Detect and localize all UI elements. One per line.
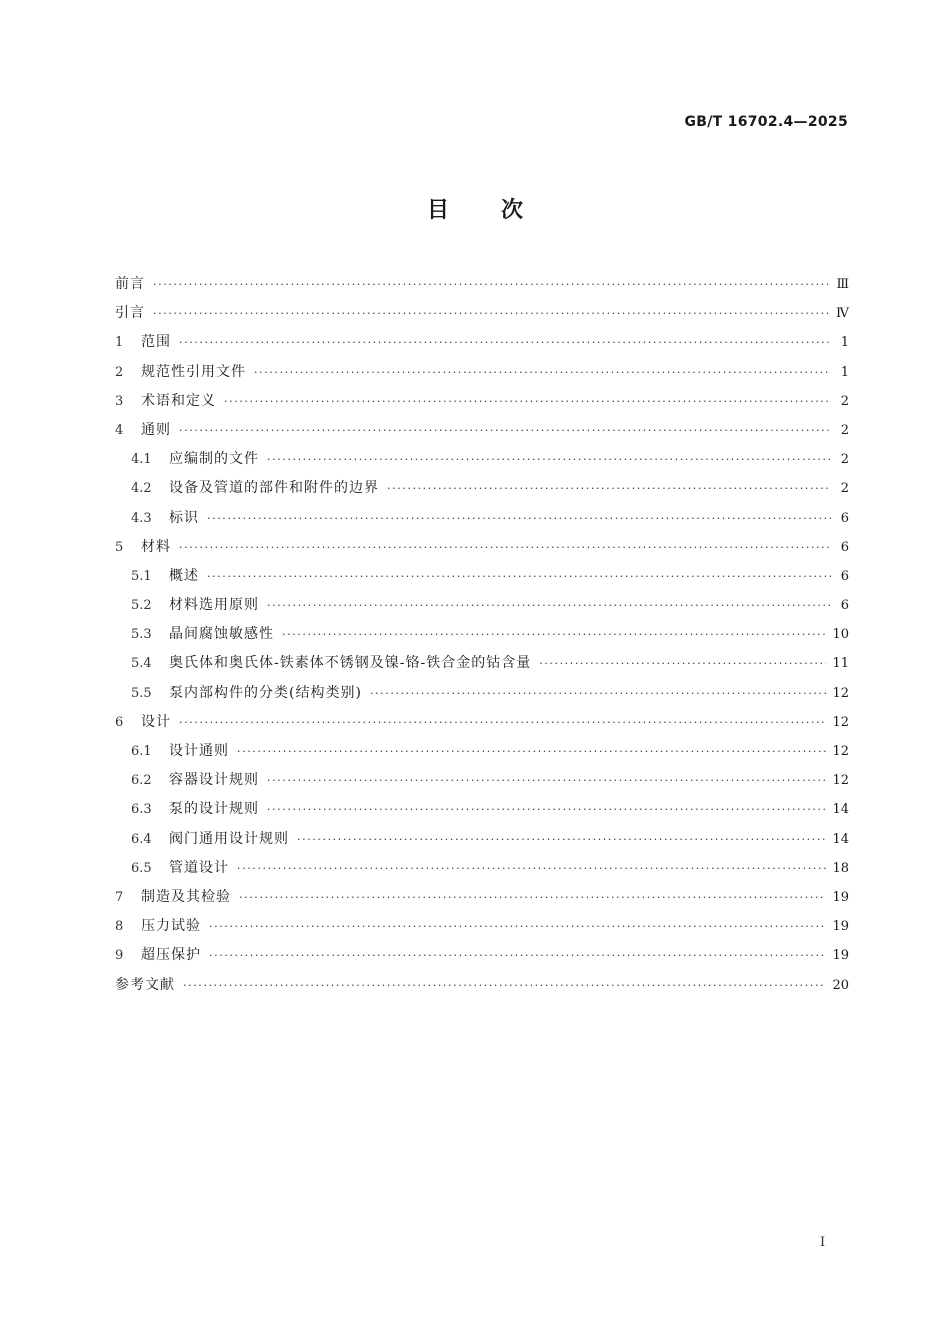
toc-entry-label: 概述	[169, 567, 199, 584]
toc-entry-page: 14	[832, 802, 849, 818]
toc-entry[interactable]	[115, 941, 849, 970]
toc-entry-label: 泵的设计规则	[169, 801, 259, 818]
toc-entry-label: 应编制的文件	[169, 451, 259, 468]
toc-entry[interactable]	[115, 358, 849, 387]
table-of-contents	[115, 270, 849, 1000]
toc-entry-number: 1	[115, 335, 124, 351]
toc-dot-leader	[209, 941, 826, 970]
toc-entry-page: 12	[832, 744, 849, 759]
toc-entry[interactable]	[115, 708, 849, 737]
toc-entry[interactable]	[115, 504, 849, 533]
toc-entry[interactable]	[115, 445, 849, 474]
toc-dot-leader	[179, 416, 831, 445]
toc-entry-number: 2	[115, 364, 124, 380]
toc-entry[interactable]	[115, 416, 849, 445]
toc-entry[interactable]	[115, 474, 849, 503]
toc-entry-number: 5.4	[131, 656, 152, 672]
toc-entry[interactable]	[115, 825, 849, 854]
toc-entry-number: 6.5	[131, 860, 152, 876]
toc-dot-leader	[179, 708, 826, 737]
toc-entry[interactable]	[115, 620, 849, 649]
toc-dot-leader	[153, 299, 830, 328]
toc-entry-page: 10	[832, 627, 849, 643]
toc-entry-number: 8	[115, 919, 124, 935]
toc-entry-label: 通则	[141, 421, 171, 438]
document-number: GB/T 16702.4—2025	[684, 114, 848, 130]
toc-entry-number: 5.3	[131, 627, 152, 643]
toc-entry[interactable]	[115, 533, 849, 562]
toc-title	[0, 193, 950, 224]
toc-entry-label: 引言	[115, 305, 145, 322]
toc-entry-page: 20	[832, 977, 849, 993]
toc-entry[interactable]	[115, 737, 849, 766]
toc-dot-leader	[207, 562, 831, 591]
toc-entry-number: 9	[115, 948, 124, 964]
toc-entry-number: 5.2	[131, 598, 152, 614]
toc-entry[interactable]	[115, 562, 849, 591]
toc-title-char-1: 目	[426, 198, 449, 223]
toc-entry-page: 12	[832, 685, 849, 701]
toc-dot-leader	[209, 912, 826, 941]
toc-dot-leader	[267, 766, 826, 795]
toc-dot-leader	[207, 504, 831, 533]
toc-entry-page: 6	[840, 568, 849, 584]
toc-entry-label: 管道设计	[169, 859, 229, 876]
toc-entry-label: 前言	[115, 276, 145, 292]
toc-entry-page: 6	[840, 510, 849, 526]
toc-entry-page: 1	[840, 364, 849, 380]
toc-entry[interactable]	[115, 854, 849, 883]
toc-entry-page: 14	[832, 831, 849, 847]
toc-entry[interactable]	[115, 795, 849, 824]
toc-entry-number: 5.1	[131, 568, 152, 584]
toc-entry-label: 术语和定义	[141, 392, 216, 409]
toc-dot-leader	[237, 854, 826, 883]
toc-entry-label: 参考文献	[115, 976, 175, 993]
toc-dot-leader	[267, 445, 831, 474]
toc-entry[interactable]	[115, 387, 849, 416]
toc-entry-page: Ⅳ	[836, 306, 849, 322]
toc-dot-leader	[183, 971, 826, 1000]
page-number: I	[820, 1235, 826, 1250]
toc-entry[interactable]	[115, 883, 849, 912]
toc-entry-number: 5.5	[131, 685, 152, 701]
toc-entry[interactable]	[115, 299, 849, 328]
toc-dot-leader	[267, 591, 831, 620]
toc-title-char-2: 次	[501, 198, 524, 223]
toc-entry-number: 3	[115, 393, 124, 409]
toc-entry-page: 19	[832, 889, 849, 905]
toc-entry-label: 晶间腐蚀敏感性	[169, 626, 274, 643]
toc-entry-number: 6.3	[131, 802, 152, 818]
toc-entry-page: 12	[832, 773, 849, 789]
toc-entry-number: 6	[115, 714, 124, 730]
toc-entry-number: 6.1	[131, 744, 152, 759]
toc-entry-number: 5	[115, 539, 124, 555]
toc-entry-page: 19	[832, 948, 849, 964]
toc-entry-page: 1	[840, 335, 849, 351]
toc-dot-leader	[267, 795, 826, 824]
toc-entry[interactable]	[115, 971, 849, 1000]
toc-entry-label: 制造及其检验	[141, 888, 231, 905]
toc-dot-leader	[387, 474, 831, 503]
toc-entry-label: 材料	[141, 538, 171, 555]
toc-entry-number: 6.2	[131, 773, 152, 789]
toc-entry-page: 6	[840, 598, 849, 614]
toc-entry-label: 设计	[141, 713, 171, 730]
toc-entry[interactable]	[115, 270, 849, 299]
toc-entry-label: 规范性引用文件	[141, 363, 246, 380]
toc-dot-leader	[179, 533, 831, 562]
toc-entry-number: 4.2	[131, 481, 152, 497]
toc-entry-page: 18	[832, 860, 849, 876]
toc-entry[interactable]	[115, 328, 849, 357]
toc-entry-number: 4.3	[131, 510, 152, 526]
toc-entry-label: 设计通则	[169, 743, 229, 759]
toc-dot-leader	[370, 679, 827, 708]
toc-entry-number: 4.1	[131, 452, 152, 468]
toc-dot-leader	[179, 328, 831, 357]
toc-entry-label: 压力试验	[141, 918, 201, 935]
toc-entry-page: 6	[840, 539, 849, 555]
toc-entry-page: 2	[840, 481, 849, 497]
toc-entry[interactable]	[115, 679, 849, 708]
toc-entry-page: 19	[832, 919, 849, 935]
toc-entry-label: 材料选用原则	[169, 597, 259, 614]
toc-entry-number: 7	[115, 889, 124, 905]
toc-entry-label: 标识	[169, 509, 199, 526]
toc-dot-leader	[153, 270, 830, 299]
toc-entry-number: 6.4	[131, 831, 152, 847]
toc-entry-page: 12	[832, 714, 849, 730]
toc-entry[interactable]	[115, 912, 849, 941]
toc-entry-label: 范围	[141, 334, 171, 351]
toc-entry[interactable]	[115, 591, 849, 620]
toc-entry-page: 2	[840, 422, 849, 438]
toc-entry-label: 超压保护	[141, 947, 201, 964]
toc-entry-label: 泵内部构件的分类(结构类别)	[169, 684, 362, 701]
toc-entry-label: 阀门通用设计规则	[169, 830, 289, 847]
toc-entry-label: 容器设计规则	[169, 772, 259, 789]
toc-dot-leader	[297, 825, 826, 854]
toc-entry[interactable]	[115, 766, 849, 795]
toc-dot-leader	[254, 358, 831, 387]
toc-entry-page: Ⅲ	[836, 277, 849, 292]
toc-entry-page: 11	[832, 656, 849, 672]
toc-dot-leader	[282, 620, 826, 649]
toc-entry-number: 4	[115, 422, 124, 438]
toc-entry-page: 2	[840, 393, 849, 409]
toc-entry[interactable]	[115, 649, 849, 678]
toc-entry-label: 奥氏体和奥氏体-铁素体不锈钢及镍-铬-铁合金的钴含量	[169, 655, 532, 672]
toc-dot-leader	[224, 387, 831, 416]
toc-dot-leader	[539, 649, 826, 678]
toc-entry-page: 2	[840, 452, 849, 468]
toc-entry-label: 设备及管道的部件和附件的边界	[169, 480, 379, 497]
toc-dot-leader	[237, 737, 826, 766]
toc-dot-leader	[239, 883, 826, 912]
